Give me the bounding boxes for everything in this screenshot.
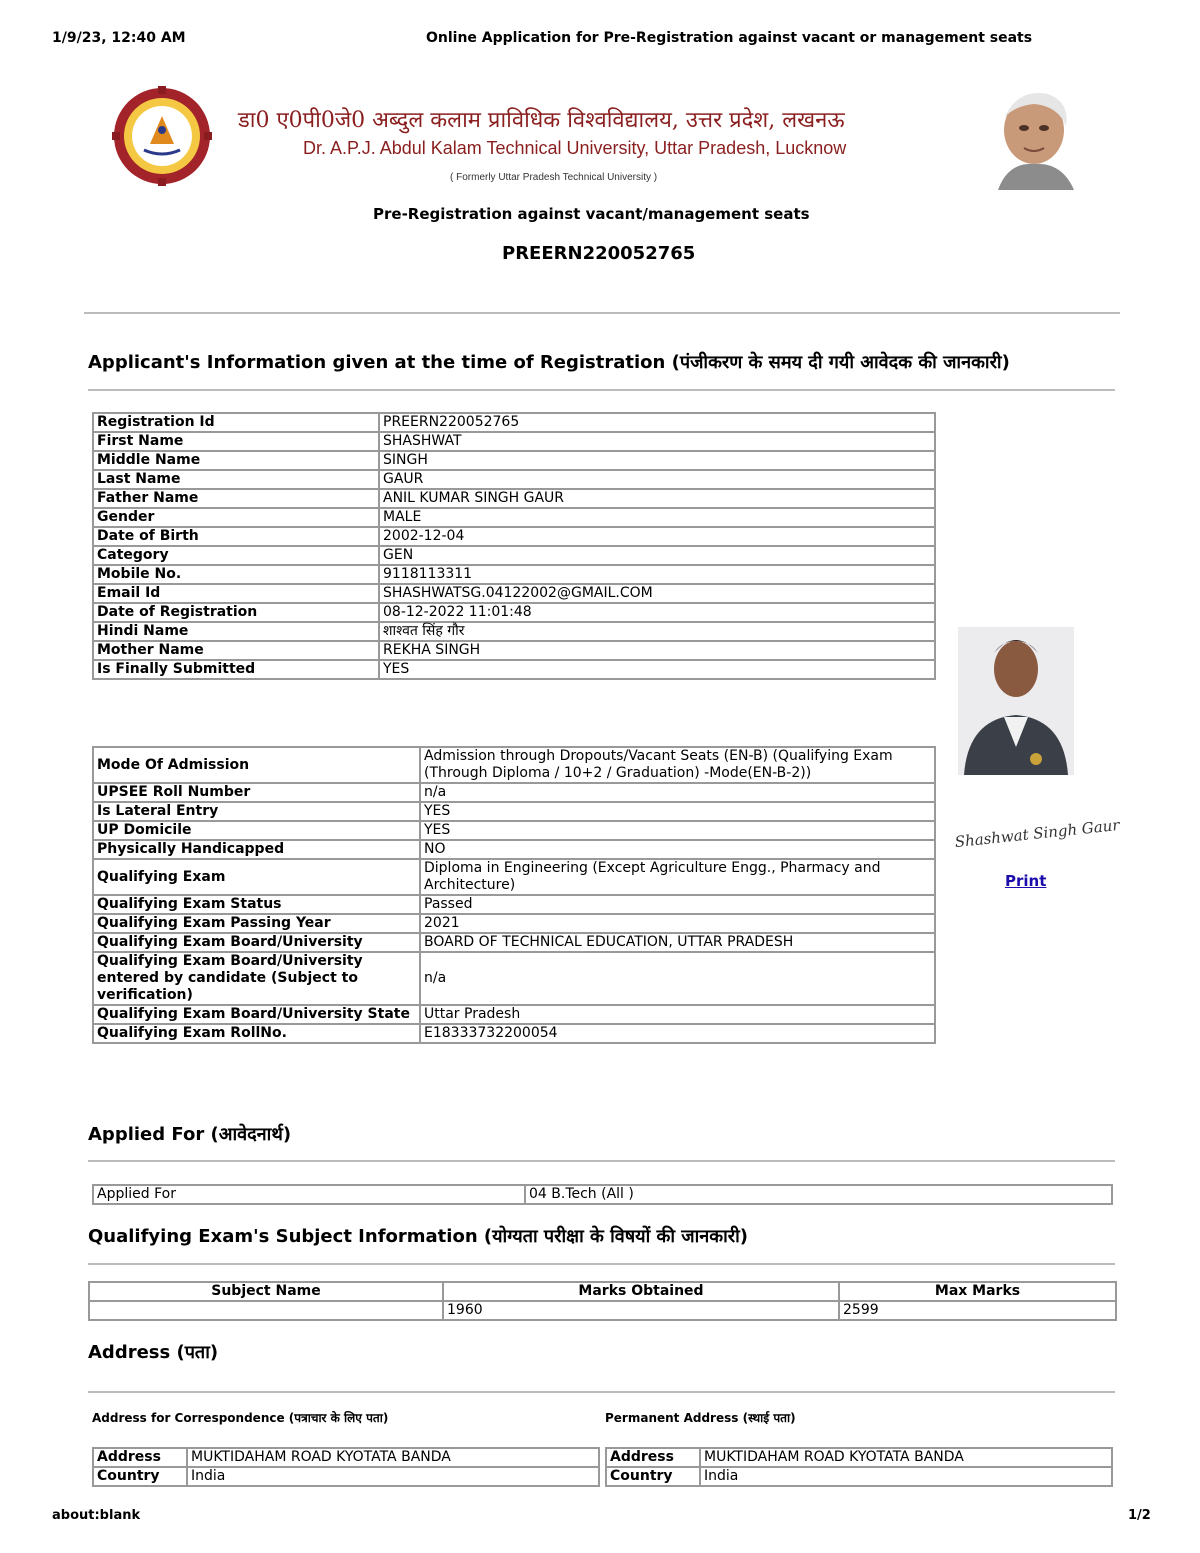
field-label: Hindi Name bbox=[93, 622, 379, 641]
field-label: Country bbox=[93, 1467, 187, 1486]
table-header-row bbox=[89, 1282, 1116, 1301]
field-value: YES bbox=[379, 660, 935, 679]
table-row bbox=[93, 914, 935, 933]
field-value: 2021 bbox=[420, 914, 935, 933]
field-value: Passed bbox=[420, 895, 935, 914]
applicant-details-table bbox=[92, 746, 936, 1044]
table-row bbox=[93, 952, 935, 1005]
university-logo bbox=[112, 86, 212, 186]
table-row bbox=[93, 622, 935, 641]
table-row bbox=[93, 783, 935, 802]
divider bbox=[88, 389, 1115, 391]
field-label: Qualifying Exam RollNo. bbox=[93, 1024, 420, 1043]
applicant-signature bbox=[948, 790, 1121, 860]
field-value: YES bbox=[420, 802, 935, 821]
field-value: MALE bbox=[379, 508, 935, 527]
field-value: BOARD OF TECHNICAL EDUCATION, UTTAR PRADESH bbox=[420, 933, 935, 952]
field-label: Category bbox=[93, 546, 379, 565]
applied-for-table bbox=[92, 1184, 1113, 1205]
field-label: Qualifying Exam Passing Year bbox=[93, 914, 420, 933]
table-row bbox=[93, 641, 935, 660]
print-footer-url: about:blank bbox=[52, 1508, 141, 1523]
divider bbox=[88, 1160, 1115, 1162]
print-page-number: 1/2 bbox=[1128, 1508, 1151, 1523]
table-row bbox=[93, 413, 935, 432]
print-page-title: Online Application for Pre-Registration against vacant or management seats bbox=[426, 30, 1033, 46]
table-row bbox=[93, 489, 935, 508]
university-name-english: Dr. A.P.J. Abdul Kalam Technical University, Uttar Pradesh, Lucknow bbox=[303, 138, 847, 158]
table-row bbox=[93, 1024, 935, 1043]
field-label: Is Lateral Entry bbox=[93, 802, 420, 821]
table-row bbox=[93, 660, 935, 679]
field-value: 08-12-2022 11:01:48 bbox=[379, 603, 935, 622]
table-row bbox=[93, 802, 935, 821]
field-value: ANIL KUMAR SINGH GAUR bbox=[379, 489, 935, 508]
field-value: NO bbox=[420, 840, 935, 859]
field-label: Qualifying Exam Status bbox=[93, 895, 420, 914]
field-value: Admission through Dropouts/Vacant Seats (EN-B) (Qualifying Exam (Through Diploma / 10+2 / Graduation) -Mode(EN-B-2)) bbox=[420, 747, 935, 783]
table-row bbox=[93, 508, 935, 527]
table-row bbox=[93, 1467, 599, 1486]
field-value: 2002-12-04 bbox=[379, 527, 935, 546]
signature-text: Shashwat Singh Gaur bbox=[953, 815, 1121, 852]
field-value: n/a bbox=[420, 952, 935, 1005]
table-row bbox=[93, 603, 935, 622]
field-value: 9118113311 bbox=[379, 565, 935, 584]
table-row bbox=[93, 895, 935, 914]
permanent-address-table bbox=[605, 1447, 1113, 1487]
table-row bbox=[93, 546, 935, 565]
field-label: Address bbox=[93, 1448, 187, 1467]
field-label: Father Name bbox=[93, 489, 379, 508]
subject-name-cell bbox=[89, 1301, 443, 1320]
field-label: Mobile No. bbox=[93, 565, 379, 584]
table-row bbox=[93, 527, 935, 546]
applicant-section-title: Applicant's Information given at the time of Registration (पंजीकरण के समय दी गयी आवेदक की जानकारी) bbox=[88, 352, 1010, 373]
field-value: SINGH bbox=[379, 451, 935, 470]
field-label: Qualifying Exam bbox=[93, 859, 420, 895]
table-row bbox=[93, 933, 935, 952]
field-value: SHASHWATSG.04122002@GMAIL.COM bbox=[379, 584, 935, 603]
field-value: India bbox=[187, 1467, 599, 1486]
print-datetime: 1/9/23, 12:40 AM bbox=[52, 30, 186, 46]
field-label: Middle Name bbox=[93, 451, 379, 470]
table-row bbox=[606, 1467, 1112, 1486]
table-row bbox=[93, 859, 935, 895]
field-label: Country bbox=[606, 1467, 700, 1486]
field-value: SHASHWAT bbox=[379, 432, 935, 451]
table-row bbox=[93, 451, 935, 470]
column-header: Marks Obtained bbox=[443, 1282, 839, 1301]
print-link[interactable]: Print bbox=[1005, 872, 1047, 890]
table-row bbox=[93, 1185, 1112, 1204]
field-value: REKHA SINGH bbox=[379, 641, 935, 660]
formerly-text: ( Formerly Uttar Pradesh Technical University ) bbox=[450, 172, 658, 183]
table-row bbox=[93, 470, 935, 489]
applied-for-section-title: Applied For (आवेदनार्थ) bbox=[88, 1124, 292, 1145]
applicant-photo bbox=[958, 627, 1074, 775]
applied-for-value: 04 B.Tech (All ) bbox=[525, 1185, 1112, 1204]
field-value: India bbox=[700, 1467, 1112, 1486]
table-row bbox=[93, 1005, 935, 1024]
field-label: First Name bbox=[93, 432, 379, 451]
field-label: Mother Name bbox=[93, 641, 379, 660]
field-value: Diploma in Engineering (Except Agriculture Engg., Pharmacy and Architecture) bbox=[420, 859, 935, 895]
field-value: YES bbox=[420, 821, 935, 840]
permanent-address-title: Permanent Address (स्थाई पता) bbox=[605, 1411, 796, 1425]
field-value: Uttar Pradesh bbox=[420, 1005, 935, 1024]
field-value: GEN bbox=[379, 546, 935, 565]
table-row bbox=[93, 1448, 599, 1467]
field-label: Date of Birth bbox=[93, 527, 379, 546]
table-row bbox=[93, 840, 935, 859]
field-value: MUKTIDAHAM ROAD KYOTATA BANDA bbox=[700, 1448, 1112, 1467]
divider bbox=[88, 1391, 1115, 1393]
table-row bbox=[93, 432, 935, 451]
registration-code: PREERN220052765 bbox=[502, 243, 696, 264]
field-value: PREERN220052765 bbox=[379, 413, 935, 432]
field-label: Registration Id bbox=[93, 413, 379, 432]
max-marks-cell: 2599 bbox=[839, 1301, 1116, 1320]
column-header: Subject Name bbox=[89, 1282, 443, 1301]
table-row bbox=[93, 584, 935, 603]
field-label: Date of Registration bbox=[93, 603, 379, 622]
applied-for-label: Applied For bbox=[93, 1185, 525, 1204]
marks-obtained-cell: 1960 bbox=[443, 1301, 839, 1320]
university-name-hindi: डा0 ए0पी0जे0 अब्दुल कलाम प्राविधिक विश्वविद्यालय, उत्तर प्रदेश, लखनऊ bbox=[238, 108, 845, 133]
field-label: UPSEE Roll Number bbox=[93, 783, 420, 802]
correspondence-address-table bbox=[92, 1447, 600, 1487]
field-label: Last Name bbox=[93, 470, 379, 489]
table-row bbox=[93, 747, 935, 783]
subjects-section-title: Qualifying Exam's Subject Information (योग्यता परीक्षा के विषयों की जानकारी) bbox=[88, 1226, 749, 1247]
table-row bbox=[93, 821, 935, 840]
table-row bbox=[89, 1301, 1116, 1320]
field-value: MUKTIDAHAM ROAD KYOTATA BANDA bbox=[187, 1448, 599, 1467]
table-row bbox=[606, 1448, 1112, 1467]
table-row bbox=[93, 565, 935, 584]
field-value: E18333732200054 bbox=[420, 1024, 935, 1043]
kalam-portrait bbox=[978, 82, 1086, 190]
pre-registration-subtitle: Pre-Registration against vacant/management seats bbox=[373, 205, 810, 223]
field-value: शाश्वत सिंह गौर bbox=[379, 622, 935, 641]
divider bbox=[88, 1263, 1115, 1265]
column-header: Max Marks bbox=[839, 1282, 1116, 1301]
field-label: Gender bbox=[93, 508, 379, 527]
address-section-title: Address (पता) bbox=[88, 1342, 219, 1363]
field-label: Is Finally Submitted bbox=[93, 660, 379, 679]
field-label: Qualifying Exam Board/University bbox=[93, 933, 420, 952]
divider bbox=[84, 312, 1120, 314]
field-label: Address bbox=[606, 1448, 700, 1467]
applicant-info-table bbox=[92, 412, 936, 680]
field-label: Mode Of Admission bbox=[93, 747, 420, 783]
subjects-table bbox=[88, 1281, 1117, 1321]
field-label: Qualifying Exam Board/University State bbox=[93, 1005, 420, 1024]
field-label: Email Id bbox=[93, 584, 379, 603]
field-label: Physically Handicapped bbox=[93, 840, 420, 859]
field-label: Qualifying Exam Board/University entered by candidate (Subject to verification) bbox=[93, 952, 420, 1005]
correspondence-address-title: Address for Correspondence (पत्राचार के लिए पता) bbox=[92, 1411, 389, 1425]
field-value: n/a bbox=[420, 783, 935, 802]
field-label: UP Domicile bbox=[93, 821, 420, 840]
field-value: GAUR bbox=[379, 470, 935, 489]
